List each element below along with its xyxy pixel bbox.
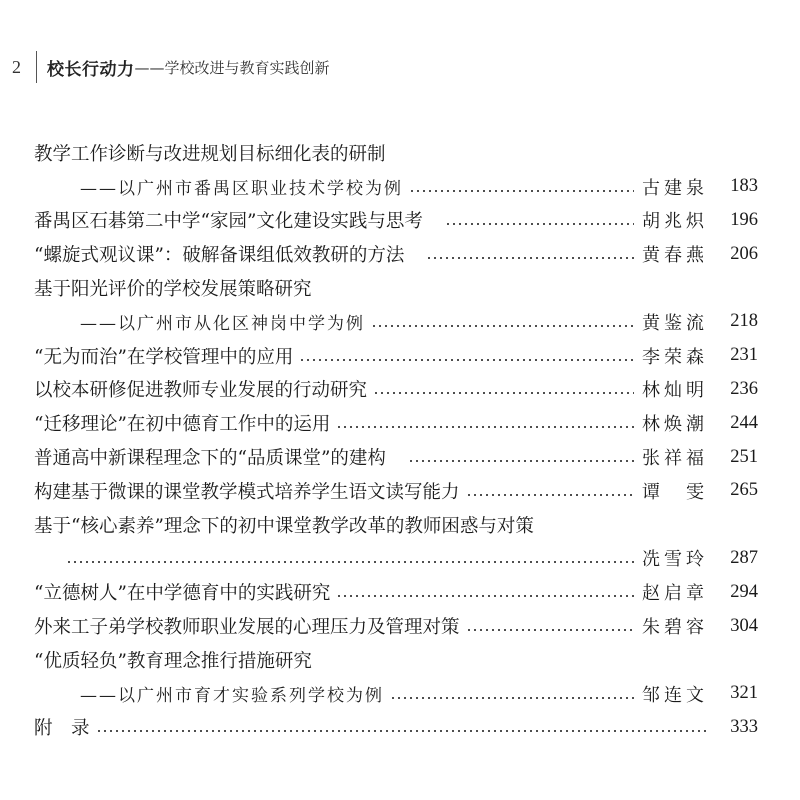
toc-subtitle: ——以广州市番禺区职业技术学校为例: [80, 179, 403, 200]
toc-entry[interactable]: [34, 677, 758, 711]
toc-author: 冼雪玲: [642, 549, 708, 571]
toc-entry[interactable]: [34, 373, 758, 407]
toc-author: 谭 雯: [642, 481, 708, 503]
leader-dots: [408, 459, 634, 463]
toc-entry[interactable]: [34, 204, 758, 238]
toc-page: 183: [730, 176, 758, 197]
leader-dots: [466, 628, 634, 632]
toc-title: 基于“核心素养”理念下的初中课堂教学改革的教师困惑与对策: [34, 515, 534, 537]
toc-author: 邹连文: [642, 684, 708, 706]
toc-author: 林焕潮: [642, 414, 708, 436]
toc-entry[interactable]: [34, 170, 758, 204]
toc-subtitle: ——以广州市育才实验系列学校为例: [80, 686, 384, 707]
toc-page: 244: [730, 412, 758, 433]
leader-dots: [336, 425, 634, 429]
page-number: 2: [12, 56, 21, 77]
leader-dots: [426, 256, 634, 260]
leader-dots: [373, 391, 634, 395]
toc-title: “无为而治”在学校管理中的应用: [34, 346, 294, 368]
toc-author: 胡兆炽: [642, 211, 708, 233]
running-header: [12, 50, 330, 84]
toc-page: 196: [730, 209, 758, 230]
toc-entry[interactable]: [34, 237, 758, 271]
toc-entry-title[interactable]: [34, 508, 758, 542]
toc-page: 251: [730, 446, 758, 467]
toc-author: 李荣森: [642, 346, 708, 368]
leader-dots: [409, 189, 634, 193]
toc-title: 番禺区石碁第二中学“家园”文化建设实践与思考: [34, 211, 423, 233]
table-of-contents: [34, 136, 758, 744]
toc-page: 304: [730, 615, 758, 636]
toc-title: 基于阳光评价的学校发展策略研究: [34, 279, 312, 301]
toc-title: 以校本研修促进教师专业发展的行动研究: [34, 380, 368, 402]
toc-author: 赵启章: [642, 583, 708, 605]
toc-entry-title[interactable]: [34, 271, 758, 305]
toc-author: 林灿明: [642, 380, 708, 402]
leader-dots: [390, 696, 634, 700]
leader-dots: [466, 493, 634, 497]
toc-author: 张祥福: [642, 448, 708, 470]
toc-entry[interactable]: [34, 474, 758, 508]
leader-dots: [66, 560, 634, 564]
toc-author: 黄鉴流: [642, 312, 708, 334]
appendix-page: 333: [730, 716, 758, 737]
toc-title: 外来工子弟学校教师职业发展的心理压力及管理对策: [34, 617, 460, 639]
toc-entry[interactable]: [34, 406, 758, 440]
toc-entry-title[interactable]: [34, 643, 758, 677]
toc-page: 321: [730, 683, 758, 704]
toc-author: 黄春燕: [642, 245, 708, 267]
toc-entry[interactable]: [34, 339, 758, 373]
leader-dots: [371, 324, 634, 328]
leader-dots: [445, 222, 634, 226]
toc-page: 294: [730, 581, 758, 602]
toc-page: 236: [730, 378, 758, 399]
toc-title: 构建基于微课的课堂教学模式培养学生语文读写能力: [34, 481, 460, 503]
toc-entry[interactable]: [34, 305, 758, 339]
toc-title: 普通高中新课程理念下的“品质课堂”的建构: [34, 448, 386, 470]
toc-page: 265: [730, 480, 758, 501]
toc-page: 287: [730, 547, 758, 568]
toc-entry[interactable]: [34, 440, 758, 474]
toc-entry-appendix[interactable]: [34, 711, 758, 745]
appendix-title: 附 录: [34, 718, 90, 740]
toc-title: 教学工作诊断与改进规划目标细化表的研制: [34, 143, 386, 165]
toc-entry[interactable]: [34, 609, 758, 643]
toc-page: 206: [730, 243, 758, 264]
toc-title: “螺旋式观议课”：破解备课组低效教研的方法: [34, 245, 405, 267]
toc-entry[interactable]: [34, 542, 758, 576]
book-title: 校长行动力: [47, 59, 135, 80]
toc-page: 218: [730, 311, 758, 332]
book-subtitle: ——学校改进与教育实践创新: [134, 58, 330, 77]
toc-title: “迁移理论”在初中德育工作中的运用: [34, 414, 331, 436]
toc-title: “立德树人”在中学德育中的实践研究: [34, 583, 331, 605]
toc-title: “优质轻负”教育理念推行措施研究: [34, 650, 312, 672]
header-divider: [36, 51, 37, 83]
leader-dots: [299, 358, 634, 362]
toc-author: 朱碧容: [642, 617, 708, 639]
toc-page: 231: [730, 345, 758, 366]
toc-subtitle: ——以广州市从化区神岗中学为例: [80, 314, 365, 335]
toc-entry-title[interactable]: [34, 136, 758, 170]
leader-dots: [96, 729, 710, 733]
toc-author: 古建泉: [642, 177, 708, 199]
toc-entry[interactable]: [34, 575, 758, 609]
leader-dots: [336, 594, 634, 598]
